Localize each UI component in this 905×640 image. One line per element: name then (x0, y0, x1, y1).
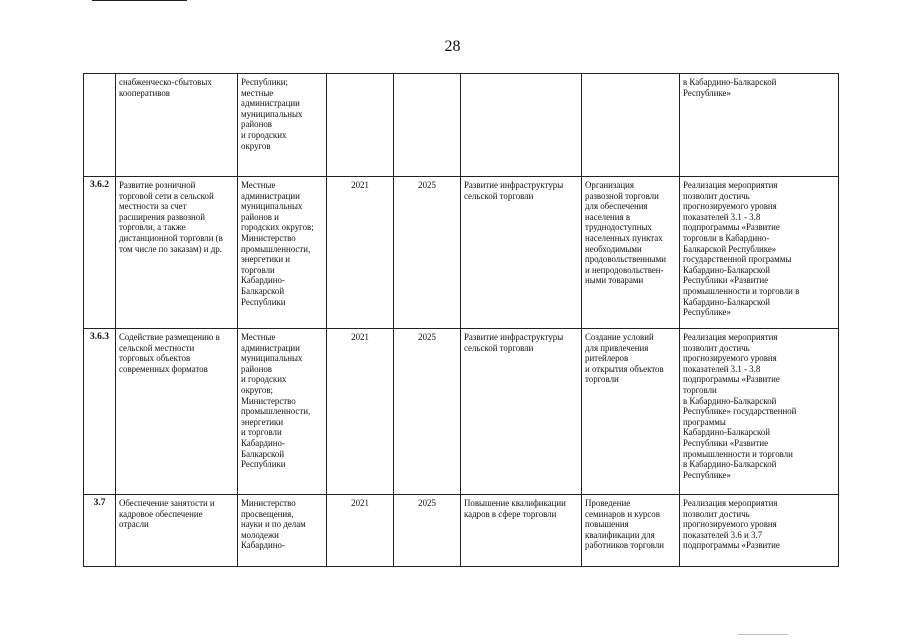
end-year-cell: 2025 (394, 329, 461, 495)
indicator-link-cell: Реализация мероприятия позволит достичь прогнозируемого уровня показателей 3.1 - 3.8 подпрограммы «Развитие торговли в Кабардино-Балкарской Республике» государственной программы Кабардино-Балкарской Республики «Развитие промышленности и торговли в Кабардино-Балкарской Республике» (680, 329, 839, 495)
header-rule (92, 0, 187, 1)
direction-cell: Повышение квалификации кадров в сфере торговли (461, 495, 582, 567)
indicator-link-cell: Реализация мероприятия позволит достичь прогнозируемого уровня показателей 3.1 - 3.8 подпрограммы «Развитие торговли в Кабардино- Балкарской Республике» государственной программы Кабардино-Балкарской Республики «Развитие промышленности и торговли в Кабардино-Балкарской Республике» (680, 177, 839, 329)
start-year-cell: 2021 (327, 495, 394, 567)
page-number: 28 (444, 38, 461, 55)
executor-cell: Республики; местные администрации муниципальных районов и городских округов (238, 74, 327, 177)
expected-result-cell: Организация развозной торговли для обеспечения населения в труднодоступных населенных пунктах необходимыми продовольственными и непродовольствен- ными товарами (582, 177, 680, 329)
direction-cell (461, 74, 582, 177)
measure-name-cell: снабженческо-сбытовых кооперативов (116, 74, 238, 177)
table-row (84, 329, 839, 495)
expected-result-cell (582, 74, 680, 177)
measure-name-cell: Содействие размещению в сельской местности торговых объектов современных форматов (116, 329, 238, 495)
end-year-cell (394, 74, 461, 177)
table-row (84, 177, 839, 329)
indicator-link-cell: в Кабардино-Балкарской Республике» (680, 74, 839, 177)
expected-result-cell: Создание условий для привлечения ритейлеров и открытия объектов торговли (582, 329, 680, 495)
footer-mark (738, 634, 788, 635)
measure-name-cell: Развитие розничной торговой сети в сельской местности за счет расширения развозной торговли, а также дистанционной торговли (в том числе по заказам) и др. (116, 177, 238, 329)
expected-result-cell: Проведение семинаров и курсов повышения квалификации для работников торговли (582, 495, 680, 567)
measures-table (83, 73, 839, 567)
indicator-link-cell: Реализация мероприятия позволит достичь прогнозируемого уровня показателей 3.6 и 3.7 подпрограммы «Развитие (680, 495, 839, 567)
start-year-cell (327, 74, 394, 177)
measure-name-cell: Обеспечение занятости и кадровое обеспечение отрасли (116, 495, 238, 567)
row-number-cell: 3.6.3 (84, 329, 116, 495)
executor-cell: Местные администрации муниципальных районов и городских округов; Министерство промышленности, энергетики и торговли Кабардино- Балкарской Республики (238, 329, 327, 495)
table-row (84, 495, 839, 567)
start-year-cell: 2021 (327, 177, 394, 329)
executor-cell: Министерство просвещения, науки и по делам молодежи Кабардино- (238, 495, 327, 567)
end-year-cell: 2025 (394, 495, 461, 567)
direction-cell: Развитие инфраструктуры сельской торговли (461, 329, 582, 495)
end-year-cell: 2025 (394, 177, 461, 329)
executor-cell: Местные администрации муниципальных районов и городских округов; Министерство промышленности, энергетики и торговли Кабардино- Балкарской Республики (238, 177, 327, 329)
table-row (84, 74, 839, 177)
row-number-cell: 3.7 (84, 495, 116, 567)
direction-cell: Развитие инфраструктуры сельской торговли (461, 177, 582, 329)
row-number-cell: 3.6.2 (84, 177, 116, 329)
row-number-cell (84, 74, 116, 177)
start-year-cell: 2021 (327, 329, 394, 495)
